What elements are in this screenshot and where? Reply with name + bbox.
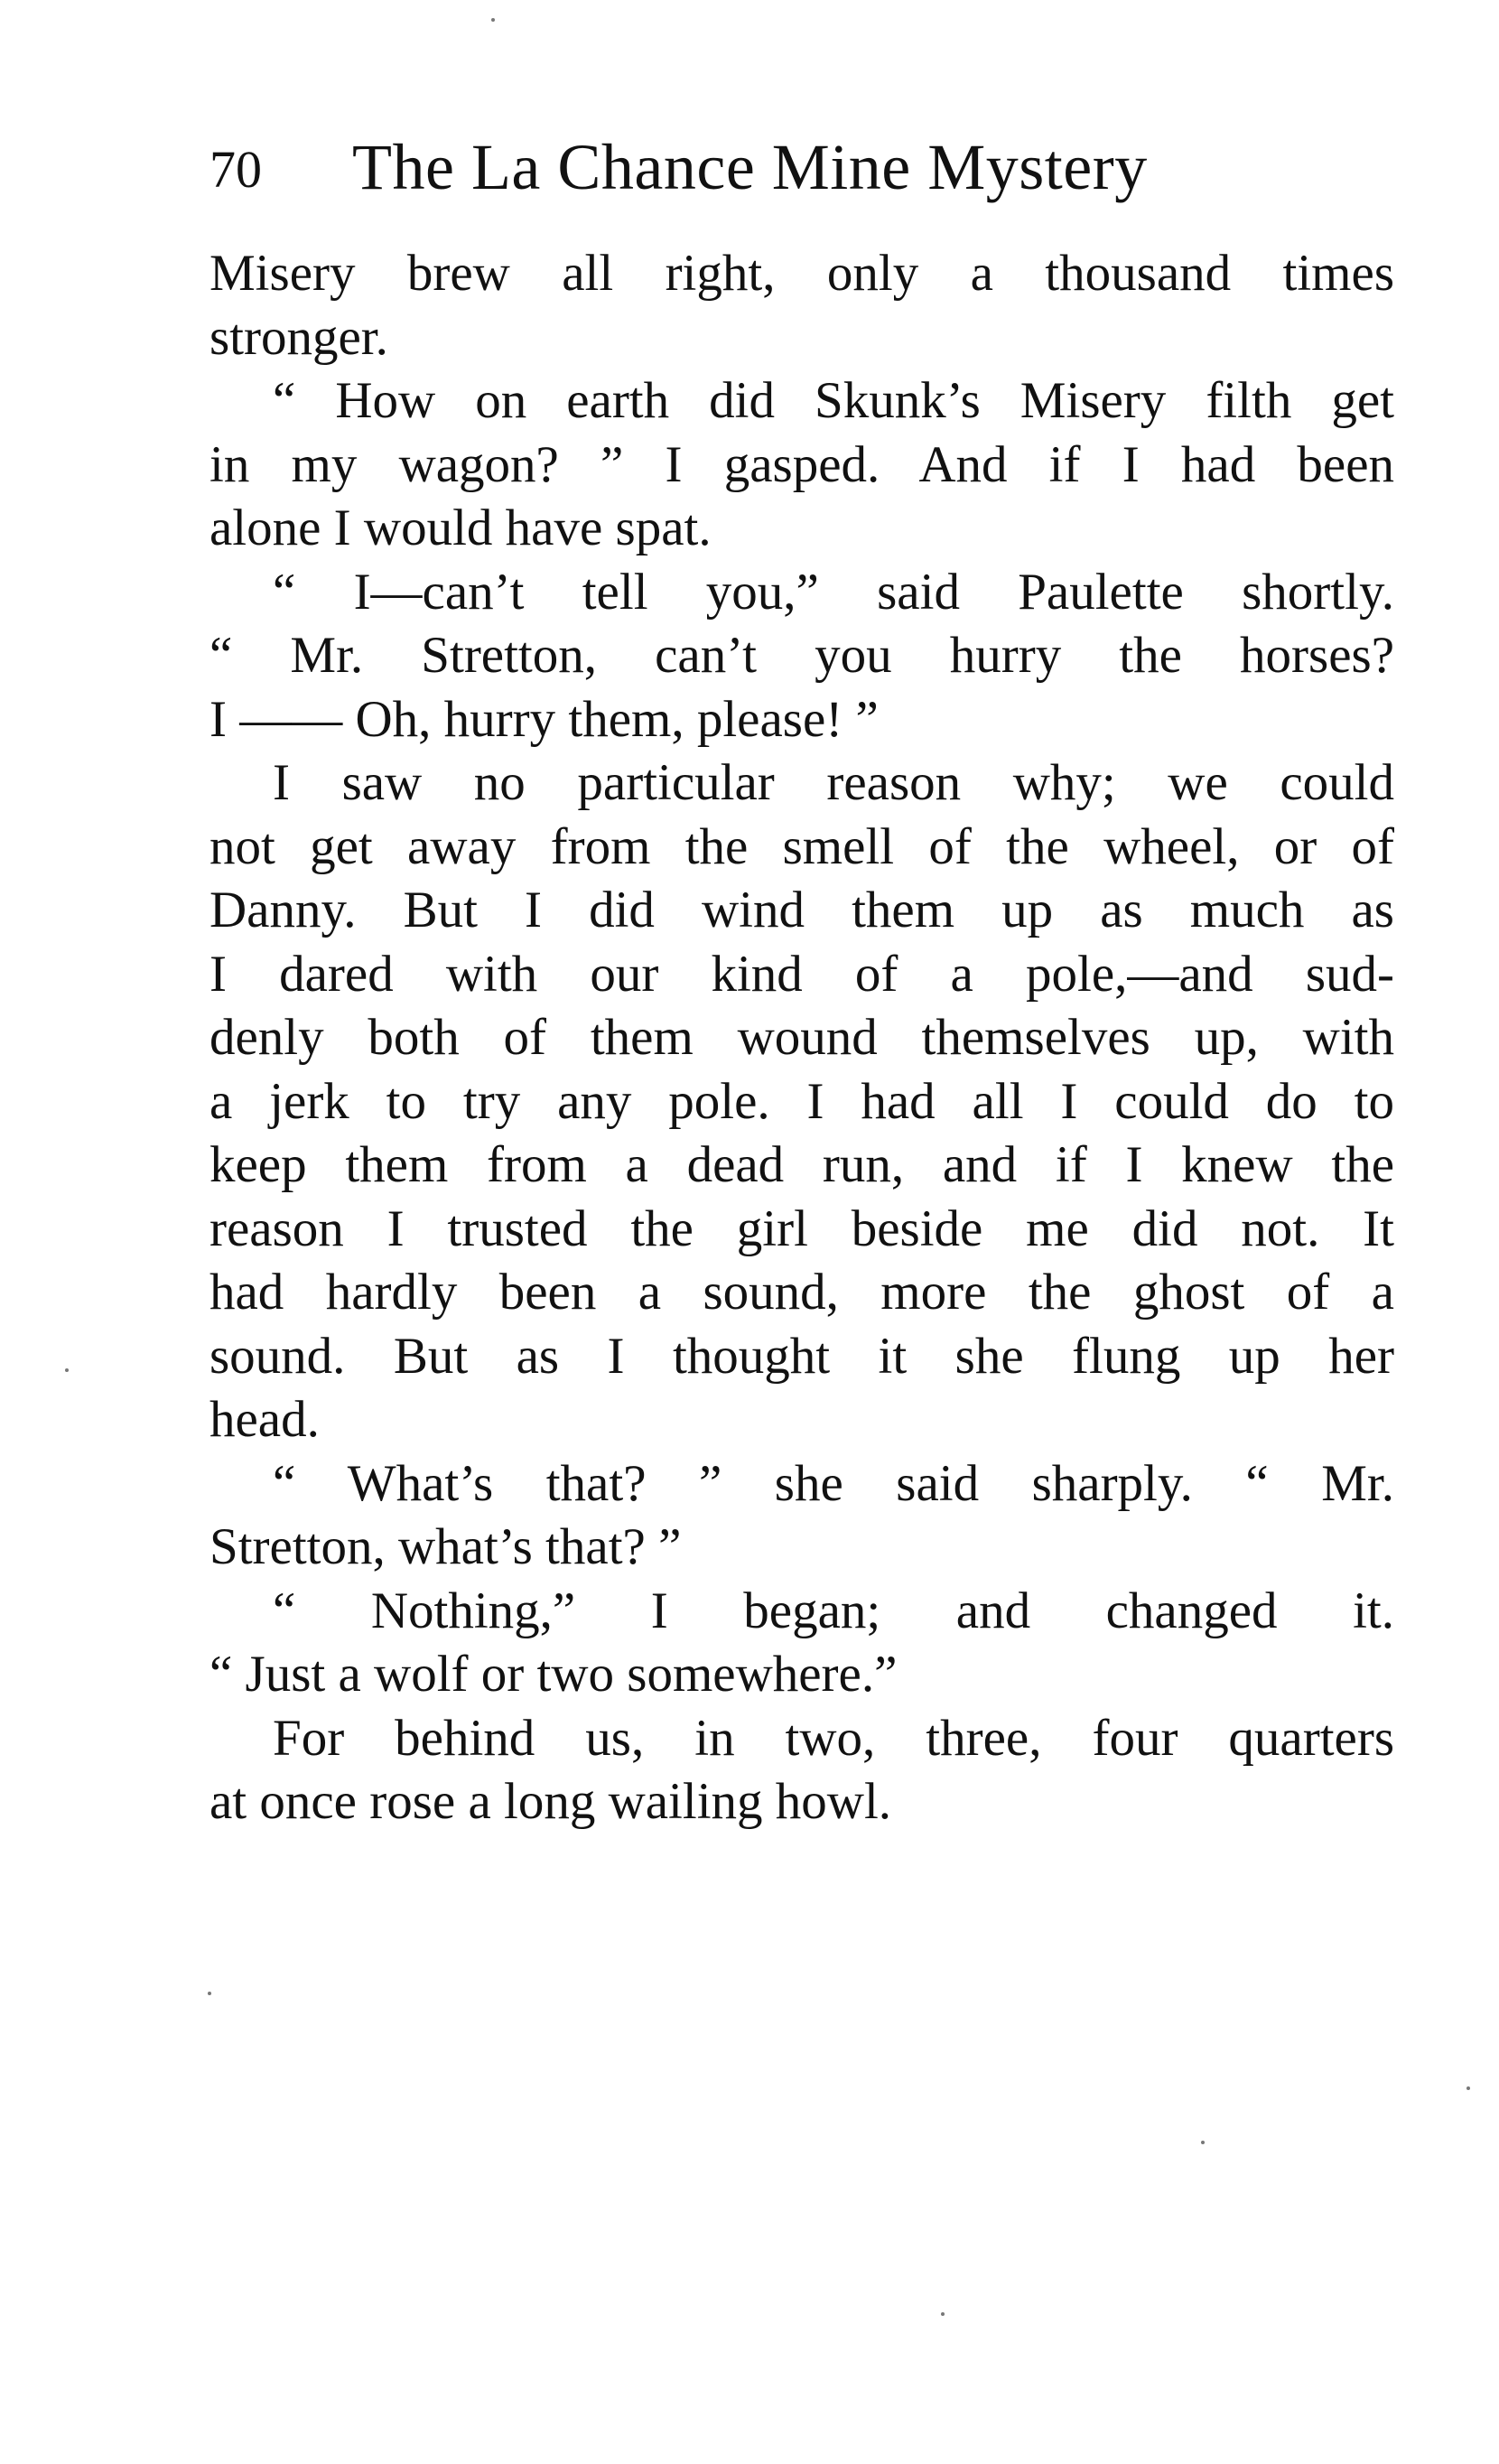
scan-speck (1201, 2141, 1205, 2144)
body-text (209, 242, 1394, 1834)
text-line: in my wagon? ” I gasped. And if I had been (209, 435, 1394, 493)
text-line: alone I would have spat. (209, 499, 712, 556)
text-line: had hardly been a sound, more the ghost of a (209, 1264, 1394, 1321)
text-line: head. (209, 1391, 320, 1448)
text-line: For behind us, in two, three, four quarters (273, 1709, 1394, 1767)
text-line: “ I—can’t tell you,” said Paulette shortly. (273, 563, 1394, 621)
text-line: Stretton, what’s that? ” (209, 1518, 682, 1575)
scan-speck (491, 18, 495, 22)
text-line: keep them from a dead run, and if I knew the (209, 1136, 1394, 1193)
running-title: The La Chance Mine Mystery (352, 131, 1148, 203)
text-line: “ Nothing,” I began; and changed it. (273, 1582, 1394, 1639)
text-line: “ Just a wolf or two somewhere.” (209, 1646, 898, 1703)
scan-speck (208, 1992, 211, 1995)
text-line: Danny. But I did wind them up as much as (209, 882, 1394, 938)
text-line: sound. But as I thought it she flung up her (209, 1327, 1394, 1385)
text-line: denly both of them wound themselves up, with (209, 1009, 1394, 1066)
text-line: Misery brew all right, only a thousand times (209, 245, 1394, 302)
page-header (209, 126, 1394, 217)
text-line: “ What’s that? ” she said sharply. “ Mr. (273, 1454, 1394, 1512)
scan-speck (941, 2312, 945, 2316)
text-line: a jerk to try any pole. I had all I could do to (209, 1072, 1394, 1130)
text-line: I saw no particular reason why; we could (273, 754, 1394, 811)
page-number: 70 (209, 140, 262, 199)
text-line: at once rose a long wailing howl. (209, 1773, 892, 1830)
text-line: stronger. (209, 308, 388, 366)
scan-speck (65, 1368, 69, 1372)
scan-speck (1466, 2086, 1470, 2090)
text-line: not get away from the smell of the wheel, or of (209, 817, 1394, 875)
text-line: I dared with our kind of a pole,—and sud- (209, 945, 1394, 1003)
text-line: reason I trusted the girl beside me did not. It (209, 1199, 1394, 1257)
text-line: “ How on earth did Skunk’s Misery filth get (273, 372, 1394, 429)
text-line: “ Mr. Stretton, can’t you hurry the horses? (209, 627, 1394, 684)
text-line: I —— Oh, hurry them, please! ” (209, 690, 879, 748)
